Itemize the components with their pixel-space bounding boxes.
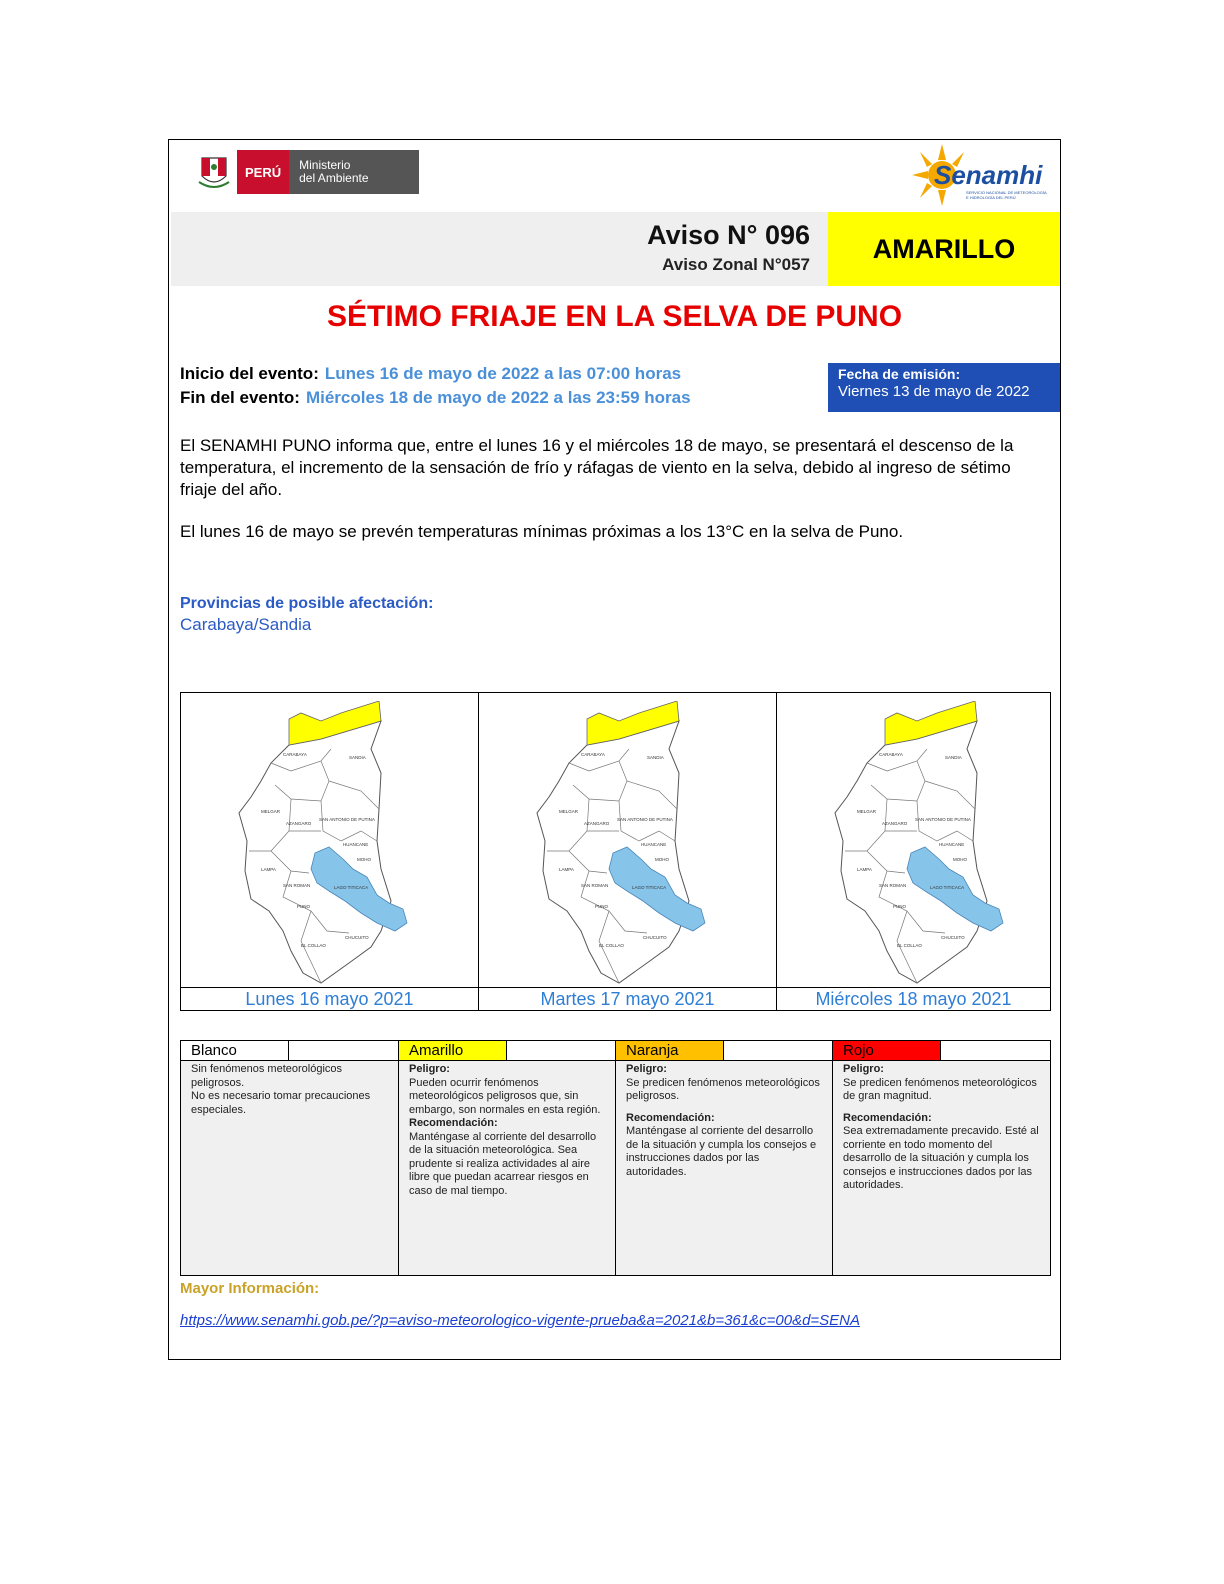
map-label: AZANGARO: [882, 821, 908, 826]
peligro-label: Peligro:: [626, 1063, 667, 1075]
map-label: EL COLLAO: [897, 943, 922, 948]
map-label: HUANCANE: [939, 842, 965, 847]
peligro-text: Se predicen fenómenos meteorológicos peligrosos.: [626, 1076, 820, 1102]
map-label: AZANGARO: [286, 821, 312, 826]
puno-region-map: [827, 701, 1027, 985]
senamhi-subtitle: SERVICIO NACIONAL DE METEOROLOGÍA E HIDROLOGÍA DEL PERÚ: [966, 190, 1047, 200]
map-label: MOHO: [655, 857, 669, 862]
map-label: CHUCUITO: [643, 935, 667, 940]
description-paragraph: El SENAMHI PUNO informa que, entre el lunes 16 y el miércoles 18 de mayo, se presentará el descenso de la temperatura, el incremento de la sensación de frío y ráfagas de viento en la selva, debido al ingreso de sétimo friaje del año.: [180, 436, 1014, 499]
senamhi-wordmark: Senamhi: [934, 160, 1043, 190]
forecast-maps-table: [180, 692, 1051, 1011]
map-label: LAGO TITICACA: [930, 885, 965, 890]
legend-head: [399, 1041, 615, 1061]
map-label: CARABAYA: [581, 752, 605, 757]
temperature-paragraph: El lunes 16 de mayo se prevén temperaturas mínimas próximas a los 13°C en la selva de Puno.: [180, 522, 904, 541]
aviso-document: [168, 139, 1061, 1360]
map-label: PUNO: [297, 904, 311, 909]
emission-date-box: [828, 363, 1060, 412]
event-start-label: Inicio del evento:: [180, 364, 319, 383]
legend-chip-rojo: Rojo: [833, 1041, 941, 1060]
map-label: SANDIA: [349, 755, 366, 760]
map-label: LAGO TITICACA: [334, 885, 369, 890]
map-label: SANDIA: [647, 755, 664, 760]
map-label: SAN ROMAN: [283, 883, 311, 888]
puno-region-map: [231, 701, 431, 985]
recomendacion-label: Recomendación:: [409, 1117, 498, 1129]
page-title: SÉTIMO FRIAJE EN LA SELVA DE PUNO: [326, 300, 903, 333]
map-label: MOHO: [357, 857, 371, 862]
provinces-value: Carabaya/Sandia: [180, 615, 312, 634]
ministry-label: [289, 150, 419, 194]
recomendacion-label: Recomendación:: [626, 1111, 715, 1124]
legend-body-amarillo: [399, 1061, 615, 1275]
map-cell-day-3: [777, 693, 1050, 987]
legend-body-naranja: [616, 1061, 832, 1275]
ministry-line-1: Ministerio: [299, 158, 351, 172]
event-end: [180, 388, 691, 408]
legend-head: [833, 1041, 1050, 1061]
legend-col-naranja: [616, 1041, 833, 1275]
aviso-header-bar: [171, 212, 828, 286]
recomendacion-text: Manténgase al corriente del desarrollo de la situación meteorológica. Sea prudente si realiza actividades al aire libre que puedan acarrear riesgos en caso de mal tiempo.: [409, 1130, 597, 1197]
puno-region-map: [529, 701, 729, 985]
map-label: HUANCANE: [343, 842, 369, 847]
more-info-label: Mayor Información:: [180, 1280, 320, 1297]
recomendacion-text: Manténgase al corriente del desarrollo de la situación y cumpla los consejos e instrucciones dados por las autoridades.: [626, 1125, 817, 1178]
legend-chip-amarillo: Amarillo: [399, 1041, 507, 1060]
map-caption-day-2: Martes 17 mayo 2021: [479, 988, 777, 1010]
ministry-line-2: del Ambiente: [299, 171, 369, 185]
map-label: CARABAYA: [283, 752, 307, 757]
map-label: PUNO: [595, 904, 609, 909]
map-label: MELGAR: [261, 809, 281, 814]
map-label: EL COLLAO: [301, 943, 326, 948]
map-label: EL COLLAO: [599, 943, 624, 948]
map-label: HUANCANE: [641, 842, 667, 847]
legend-line: Sin fenómenos meteorológicos peligrosos.: [191, 1063, 343, 1089]
legend-body-blanco: [181, 1061, 398, 1275]
map-label: LAMPA: [261, 867, 276, 872]
map-cell-day-1: [181, 693, 479, 987]
gobierno-logo: [197, 150, 419, 194]
aviso-zonal: Aviso Zonal N°057: [662, 255, 810, 274]
legend-col-rojo: [833, 1041, 1050, 1275]
recomendacion-text: Sea extremadamente precavido. Esté al corriente en todo momento del desarrollo de la situación y cumpla los consejos e instrucciones dados por las autoridades.: [843, 1125, 1039, 1191]
map-label: AZANGARO: [584, 821, 610, 826]
peligro-text: Pueden ocurrir fenómenos meteorológicos peligrosos que, sin embargo, son normales en esta región.: [409, 1076, 601, 1116]
map-label: LAMPA: [559, 867, 574, 872]
emission-label: Fecha de emisión:: [838, 366, 961, 382]
map-label: SAN ANTONIO DE PUTINA: [617, 817, 673, 822]
legend-col-blanco: [181, 1041, 399, 1275]
legend-head: [616, 1041, 832, 1061]
map-label: LAGO TITICACA: [632, 885, 667, 890]
coat-of-arms-icon: [197, 152, 231, 192]
peru-label: PERÚ: [237, 150, 289, 194]
aviso-number: Aviso N° 096: [647, 220, 810, 250]
map-label: SANDIA: [945, 755, 962, 760]
map-captions-row: [181, 987, 1050, 1010]
map-label: SAN ANTONIO DE PUTINA: [319, 817, 375, 822]
legend-body-rojo: [833, 1061, 1050, 1275]
legend-col-amarillo: [399, 1041, 616, 1275]
emission-value: Viernes 13 de mayo de 2022: [838, 383, 1030, 400]
peligro-label: Peligro:: [843, 1063, 884, 1075]
provinces-label: Provincias de posible afectación:: [180, 595, 434, 612]
map-label: MELGAR: [857, 809, 877, 814]
peligro-label: Peligro:: [409, 1063, 450, 1075]
map-label: PUNO: [893, 904, 907, 909]
map-label: CHUCUITO: [941, 935, 965, 940]
legend-chip-blanco: Blanco: [181, 1041, 289, 1060]
more-info-link[interactable]: https://www.senamhi.gob.pe/?p=aviso-meteorologico-vigente-prueba&a=2021&b=361&c=00&d=SENA: [180, 1312, 861, 1329]
map-caption-day-3: Miércoles 18 mayo 2021: [815, 989, 1012, 1009]
legend-chip-naranja: Naranja: [616, 1041, 724, 1060]
map-caption-day-1: Lunes 16 mayo 2021: [181, 988, 479, 1010]
legend-line: No es necesario tomar precauciones especiales.: [191, 1090, 371, 1116]
map-label: MOHO: [953, 857, 967, 862]
peligro-text: Se predicen fenómenos meteorológicos de gran magnitud.: [843, 1076, 1037, 1102]
legend-head: [181, 1041, 398, 1061]
map-label: CARABAYA: [879, 752, 903, 757]
alert-level-badge: AMARILLO: [828, 212, 1060, 286]
map-label: LAMPA: [857, 867, 872, 872]
event-end-label: Fin del evento:: [180, 388, 300, 407]
map-label: SAN ROMAN: [879, 883, 907, 888]
map-label: SAN ANTONIO DE PUTINA: [915, 817, 971, 822]
alert-levels-legend: [180, 1040, 1051, 1276]
map-label: SAN ROMAN: [581, 883, 609, 888]
senamhi-logo: [912, 142, 1052, 208]
map-cell-day-2: [479, 693, 777, 987]
event-start-value: Lunes 16 de mayo de 2022 a las 07:00 horas: [324, 364, 682, 383]
recomendacion-label: Recomendación:: [843, 1111, 932, 1124]
map-label: CHUCUITO: [345, 935, 369, 940]
event-end-value: Miércoles 18 de mayo de 2022 a las 23:59 horas: [305, 388, 691, 407]
map-label: MELGAR: [559, 809, 579, 814]
event-start: [180, 364, 681, 384]
